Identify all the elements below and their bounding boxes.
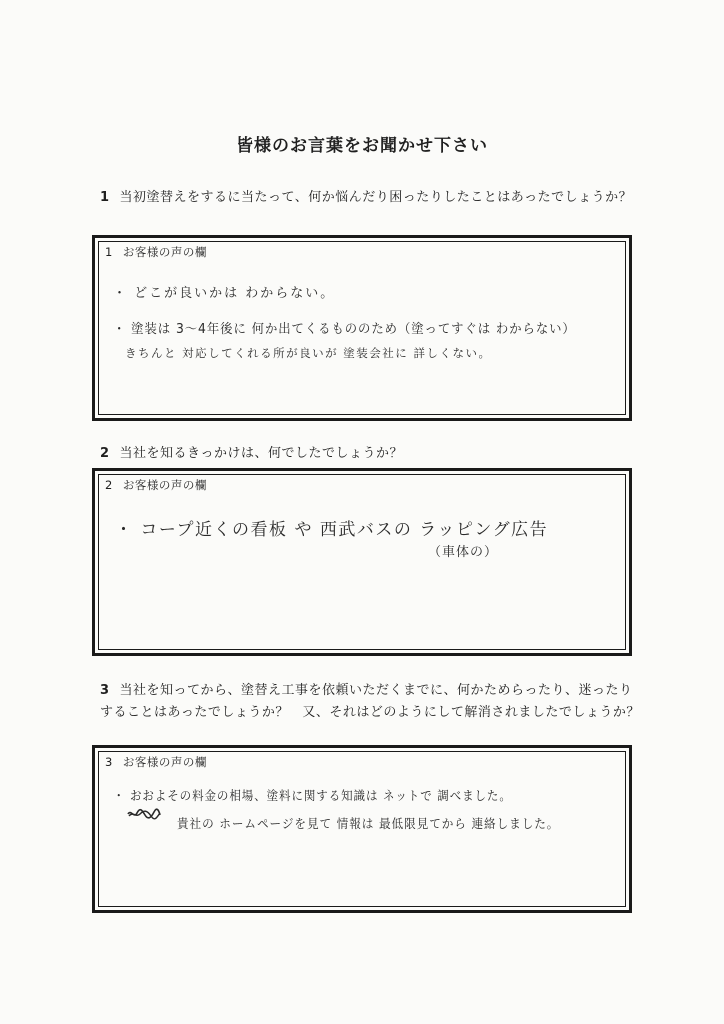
box-label-text: お客様の声の欄 xyxy=(122,755,207,769)
box-label-text: お客様の声の欄 xyxy=(122,245,207,259)
box-label-text: お客様の声の欄 xyxy=(122,478,207,492)
answer-box-1 xyxy=(92,235,632,421)
box-number: 1 xyxy=(105,245,113,259)
question-text: 当社を知るきっかけは、何でしたでしょうか？ xyxy=(119,446,404,461)
question-text: 当初塗替えをするに当たって、何か悩んだり困ったりしたことはあったでしょうか？ xyxy=(119,190,633,205)
question-number: 1 xyxy=(100,190,110,205)
box-label xyxy=(105,477,207,493)
answer-box-3 xyxy=(92,745,632,913)
box-label xyxy=(105,754,207,770)
handwritten-answer: ・ コープ近くの看板 や 西武バスの ラッピング広告 xyxy=(115,520,549,540)
page-title: 皆様のお言葉をお聞かせ下さい xyxy=(236,136,488,156)
handwritten-answer: きちんと 対応してくれる所が良いが 塗装会社に 詳しくない。 xyxy=(125,346,492,360)
handwritten-answer: ・ どこが良いかは わからない。 xyxy=(113,286,336,301)
box-number: 3 xyxy=(105,755,113,769)
scribble-mark xyxy=(127,808,161,820)
question-1 xyxy=(100,187,640,209)
answer-box-2 xyxy=(92,468,632,656)
box-number: 2 xyxy=(105,478,113,492)
handwritten-answer: （車体の） xyxy=(428,545,499,560)
box-label xyxy=(105,244,207,260)
handwritten-answer: 貴社の ホームページを見て 情報は 最低限見てから 連絡しました。 xyxy=(177,816,560,831)
question-2 xyxy=(100,443,640,465)
question-text: 当社を知ってから、塗替え工事を依頼いただくまでに、何かためらったり、迷ったりすることはあったでしょうか？ 又、それはどのようにして解消されましたでしょうか？ xyxy=(100,683,640,720)
question-number: 3 xyxy=(100,683,110,698)
question-3 xyxy=(100,680,640,724)
question-number: 2 xyxy=(100,446,110,461)
handwritten-answer: ・ おおよその料金の相場、塗料に関する知識は ネットで 調べました。 xyxy=(113,788,512,803)
handwritten-answer: ・ 塗装は 3～4年後に 何か出てくるもののため（塗ってすぐは わからない） xyxy=(113,322,576,337)
